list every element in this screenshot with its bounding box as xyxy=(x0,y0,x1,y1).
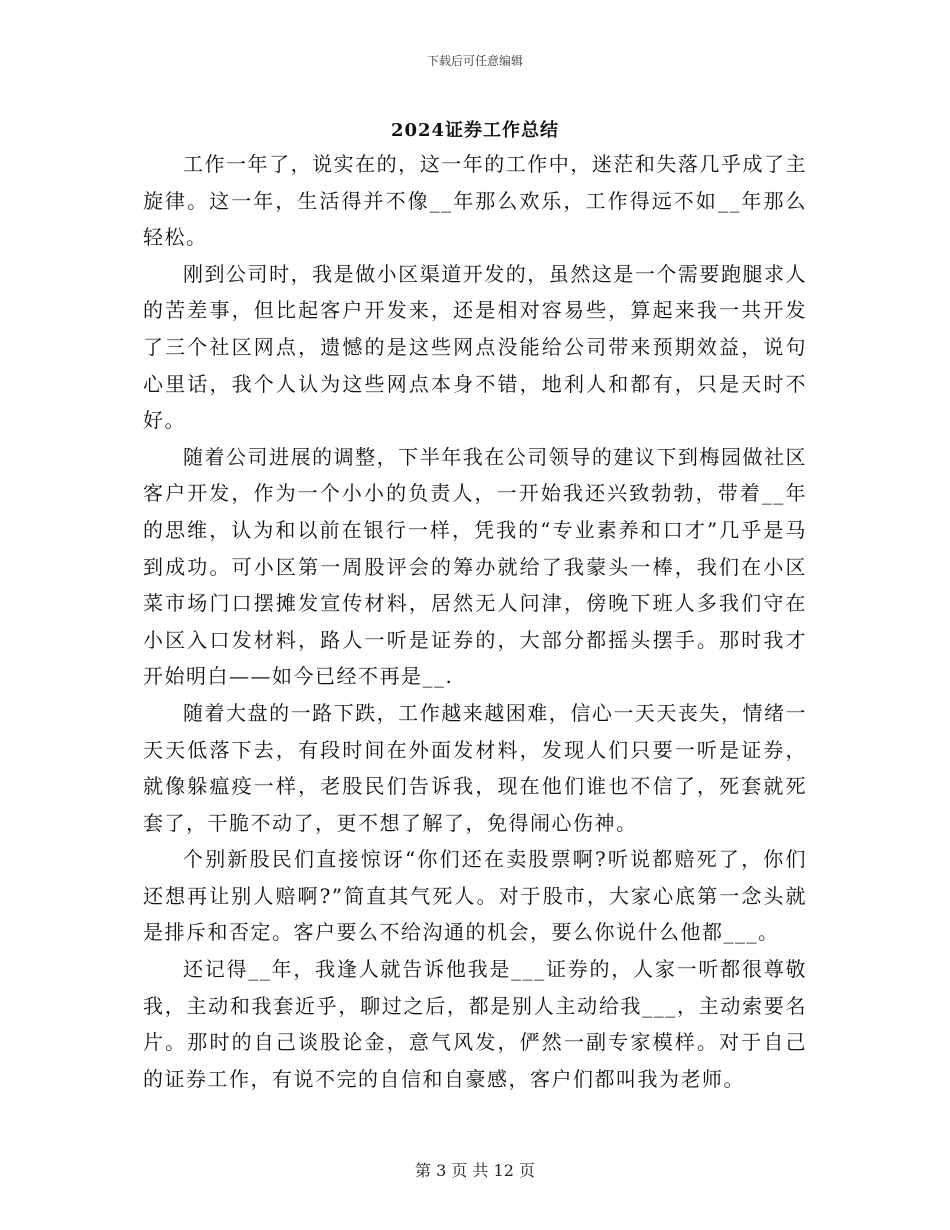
body-paragraph: 随着公司进展的调整，下半年我在公司领导的建议下到梅园做社区客户开发，作为一个小小的负责人，一开始我还兴致勃勃，带着__年的思维，认为和以前在银行一样，凭我的“专业素养和口才”几乎是马到成功。可小区第一周股评会的筹办就给了我蒙头一棒，我们在小区菜市场门口摆摊发宣传材料，居然无人问津，傍晚下班人多我们守在小区入口发材料，路人一听是证券的，大部分都摇头摆手。那时我才开始明白——如今已经不再是__. xyxy=(143,444,807,689)
body-paragraph: 个别新股民们直接惊讶“你们还在卖股票啊?听说都赔死了，你们还想再让别人赔啊?”简直其气死人。对于股市，大家心底第一念头就是排斥和否定。客户要么不给沟通的机会，要么你说什么他都___。 xyxy=(143,847,807,945)
document-body xyxy=(143,146,807,1097)
page-header-note: 下载后可任意编辑 xyxy=(426,54,523,68)
body-paragraph: 还记得__年，我逢人就告诉他我是___证券的，人家一听都很尊敬我，主动和我套近乎，聊过之后，都是别人主动给我___，主动索要名片。那时的自己谈股论金，意气风发，俨然一副专家模样。对于自己的证券工作，有说不完的自信和自豪感，客户们都叫我为老师。 xyxy=(143,957,807,1091)
document-title: 2024证券工作总结 xyxy=(390,120,560,141)
page-number-footer: 第 3 页 共 12 页 xyxy=(415,1161,535,1180)
body-paragraph: 随着大盘的一路下跌，工作越来越困难，信心一天天丧失，情绪一天天低落下去，有段时间在外面发材料，发现人们只要一听是证券，就像躲瘟疫一样，老股民们告诉我，现在他们谁也不信了，死套就死套了，干脆不动了，更不想了解了，免得闹心伤神。 xyxy=(143,700,807,835)
body-paragraph: 刚到公司时，我是做小区渠道开发的，虽然这是一个需要跑腿求人的苦差事，但比起客户开发来，还是相对容易些，算起来我一共开发了三个社区网点，遗憾的是这些网点没能给公司带来预期效益，说句心里话，我个人认为这些网点本身不错，地利人和都有，只是天时不好。 xyxy=(143,261,807,433)
body-paragraph: 工作一年了，说实在的，这一年的工作中，迷茫和失落几乎成了主旋律。这一年，生活得并不像__年那么欢乐，工作得远不如__年那么轻松。 xyxy=(143,152,807,250)
